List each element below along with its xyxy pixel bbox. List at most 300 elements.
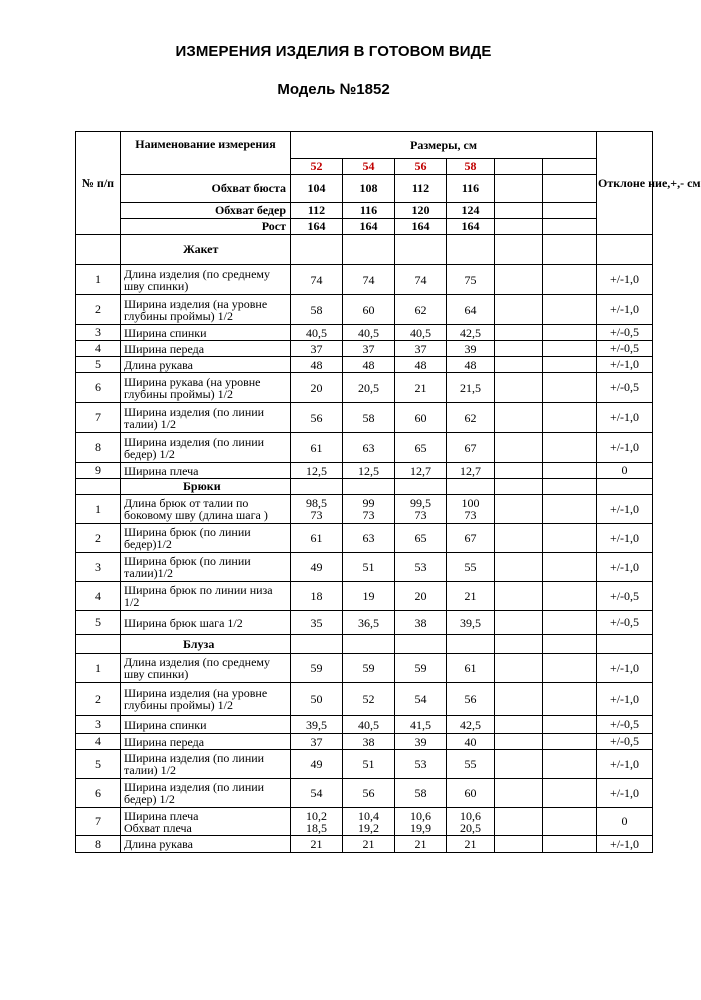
measurement-value: 56 — [464, 692, 477, 706]
size-measurement — [395, 750, 447, 779]
measurement-name-line: Ширина изделия (по линии талии) 1/2 — [124, 751, 265, 777]
measurement-value: 37 — [414, 341, 427, 356]
empty-cell — [543, 373, 597, 403]
size-measurement — [447, 683, 495, 716]
measurement-value: 63 — [362, 531, 375, 545]
deviation-value: +/-0,5 — [597, 373, 653, 403]
empty-cell — [495, 716, 543, 734]
size-measurement — [343, 654, 395, 683]
empty-cell — [543, 159, 597, 175]
measurement-value: 58 — [310, 302, 323, 317]
measurement-value: 40,5 — [358, 325, 379, 340]
empty-cell — [495, 479, 543, 495]
size-measurement — [291, 553, 343, 582]
measurement-value: 12,5 — [358, 463, 379, 478]
empty-cell — [495, 433, 543, 463]
deviation-value: +/-1,0 — [597, 524, 653, 553]
empty-cell — [543, 716, 597, 734]
empty-cell — [543, 295, 597, 325]
table-row — [76, 373, 653, 403]
size-measurement — [395, 403, 447, 433]
empty-cell — [543, 479, 597, 495]
empty-cell — [543, 433, 597, 463]
size-measurement — [343, 750, 395, 779]
empty-cell — [543, 219, 597, 235]
row-number: 6 — [76, 373, 121, 403]
empty-cell — [543, 683, 597, 716]
measurement-value: 21,5 — [460, 380, 481, 395]
size-measurement — [447, 734, 495, 750]
measurement-value: 49 — [310, 757, 323, 771]
table-row — [76, 265, 653, 295]
empty-cell — [495, 159, 543, 175]
empty-cell — [291, 479, 343, 495]
measurement-value: 21 — [362, 837, 375, 851]
measurement-value: 21 — [310, 837, 323, 851]
deviation-value: +/-0,5 — [597, 325, 653, 341]
empty-cell — [543, 836, 597, 853]
size-measurement — [343, 808, 395, 836]
size-measurement — [447, 433, 495, 463]
measurement-value: 12,7 — [460, 463, 481, 478]
size-measurement — [447, 463, 495, 479]
measurement-name-line: Ширина рукава (на уровне глубины проймы) 1/2 — [124, 374, 261, 401]
size-measurement — [291, 808, 343, 836]
empty-cell — [495, 463, 543, 479]
measurement-value: 60 — [414, 410, 427, 425]
header-name: Наименование измерения — [121, 132, 291, 175]
measurement-value: 38 — [362, 734, 375, 749]
empty-cell — [543, 553, 597, 582]
measurement-value: 39 — [464, 341, 477, 356]
size-measurement — [395, 654, 447, 683]
measurement-value: 48 — [464, 357, 477, 372]
size-measurement — [343, 836, 395, 853]
table-row — [76, 403, 653, 433]
empty-cell — [495, 654, 543, 683]
size-measurement — [447, 779, 495, 808]
empty-cell — [343, 235, 395, 265]
size-measurement — [343, 611, 395, 635]
measurement-value: 10,4 — [358, 808, 379, 823]
header-number: № п/п — [76, 132, 121, 235]
size-value: 52 — [291, 159, 343, 175]
measurement-value: 49 — [310, 560, 323, 574]
measurement-value: 21 — [414, 380, 427, 395]
empty-cell — [495, 611, 543, 635]
measurement-value: 99,5 — [410, 496, 431, 510]
header-deviation: Отклоне ние,+,- см — [597, 132, 653, 235]
measurement-name-line: Ширина брюк шага 1/2 — [124, 615, 243, 630]
measurement-value: 19,9 — [410, 820, 431, 835]
empty-cell — [495, 341, 543, 357]
size-measurement — [447, 716, 495, 734]
table-row — [76, 357, 653, 373]
size-measurement — [395, 611, 447, 635]
row-number: 8 — [76, 433, 121, 463]
empty-cell — [543, 611, 597, 635]
measurement-name — [121, 341, 291, 357]
param-value: 120 — [395, 203, 447, 219]
table-row — [76, 433, 653, 463]
row-number: 3 — [76, 325, 121, 341]
deviation-value: 0 — [597, 463, 653, 479]
size-measurement — [343, 524, 395, 553]
table-row — [76, 524, 653, 553]
empty-cell — [597, 235, 653, 265]
section-row — [76, 479, 653, 495]
param-label: Обхват бедер — [121, 203, 291, 219]
measurement-value: 35 — [310, 615, 323, 630]
empty-cell — [495, 779, 543, 808]
param-label: Рост — [121, 219, 291, 235]
size-measurement — [395, 779, 447, 808]
measurement-value: 48 — [310, 357, 323, 372]
measurement-name — [121, 734, 291, 750]
section-title: Брюки — [121, 479, 291, 495]
empty-cell — [495, 373, 543, 403]
measurement-value: 65 — [414, 531, 427, 545]
row-number: 7 — [76, 403, 121, 433]
row-number: 3 — [76, 553, 121, 582]
measurement-name-line: Ширина изделия (на уровне глубины проймы) 1/2 — [124, 296, 268, 323]
measurement-value: 61 — [464, 661, 477, 675]
empty-cell — [343, 635, 395, 654]
row-number: 4 — [76, 341, 121, 357]
measurement-value: 21 — [464, 589, 477, 603]
measurement-name-line: Ширина брюк по линии низа 1/2 — [124, 583, 273, 609]
measurement-name-line: Ширина брюк (по линии бедер)1/2 — [124, 525, 251, 551]
measurement-value: 37 — [310, 734, 323, 749]
measurement-value: 48 — [362, 357, 375, 372]
size-measurement — [343, 683, 395, 716]
measurement-value: 10,6 — [410, 808, 431, 823]
size-measurement — [447, 265, 495, 295]
size-measurement — [447, 750, 495, 779]
table-row — [76, 582, 653, 611]
measurement-value: 58 — [362, 410, 375, 425]
size-measurement — [447, 325, 495, 341]
measurement-value: 55 — [464, 560, 477, 574]
size-measurement — [395, 524, 447, 553]
measurement-value: 60 — [362, 302, 375, 317]
row-number: 7 — [76, 808, 121, 836]
measurement-name-line: Ширина спинки — [124, 325, 207, 340]
table-row — [76, 553, 653, 582]
empty-cell — [543, 495, 597, 524]
measurement-name — [121, 433, 291, 463]
measurement-name-line: Обхват плеча — [124, 820, 192, 835]
param-value: 124 — [447, 203, 495, 219]
empty-cell — [495, 219, 543, 235]
size-measurement — [395, 265, 447, 295]
size-measurement — [447, 295, 495, 325]
deviation-value: +/-1,0 — [597, 750, 653, 779]
empty-cell — [495, 203, 543, 219]
row-number: 5 — [76, 357, 121, 373]
measurement-value: 62 — [464, 410, 477, 425]
measurement-value: 98,5 — [306, 496, 327, 510]
size-measurement — [291, 836, 343, 853]
size-measurement — [343, 325, 395, 341]
section-title: Блуза — [121, 635, 291, 654]
size-measurement — [343, 779, 395, 808]
empty-cell — [291, 235, 343, 265]
size-measurement — [343, 265, 395, 295]
measurement-value: 39,5 — [306, 717, 327, 732]
empty-cell — [76, 235, 121, 265]
size-measurement — [291, 357, 343, 373]
measurement-value: 18 — [310, 589, 323, 603]
size-measurement — [291, 325, 343, 341]
measurement-value: 53 — [414, 757, 427, 771]
measurement-name — [121, 295, 291, 325]
size-measurement — [343, 463, 395, 479]
measurement-name — [121, 463, 291, 479]
measurement-name-line: Длина рукава — [124, 357, 193, 372]
measurement-name-line: Ширина изделия (на уровне глубины проймы) 1/2 — [124, 686, 268, 712]
measurement-value: 74 — [310, 272, 323, 287]
empty-cell — [543, 175, 597, 203]
empty-cell — [543, 403, 597, 433]
row-number: 1 — [76, 654, 121, 683]
empty-cell — [495, 235, 543, 265]
empty-cell — [543, 524, 597, 553]
size-measurement — [447, 524, 495, 553]
section-row — [76, 235, 653, 265]
empty-cell — [495, 553, 543, 582]
measurement-name — [121, 582, 291, 611]
measurement-name — [121, 325, 291, 341]
param-value: 112 — [395, 175, 447, 203]
empty-cell — [495, 175, 543, 203]
measurement-value: 42,5 — [460, 325, 481, 340]
measurement-name-line: Длина брюк от талии по боковому шву (длина шага ) — [124, 496, 268, 522]
table-row — [76, 750, 653, 779]
size-measurement — [291, 373, 343, 403]
measurement-value: 53 — [414, 560, 427, 574]
measurement-name — [121, 611, 291, 635]
document-title: ИЗМЕРЕНИЯ ИЗДЕЛИЯ В ГОТОВОМ ВИДЕ — [175, 43, 492, 60]
deviation-value: +/-0,5 — [597, 734, 653, 750]
deviation-value: +/-0,5 — [597, 611, 653, 635]
row-number: 1 — [76, 265, 121, 295]
measurement-value: 19 — [362, 589, 375, 603]
measurement-value: 39 — [414, 734, 427, 749]
section-title: Жакет — [121, 235, 291, 265]
measurement-value: 40 — [464, 734, 477, 749]
deviation-value: +/-1,0 — [597, 403, 653, 433]
param-value: 104 — [291, 175, 343, 203]
param-row — [76, 203, 653, 219]
empty-cell — [543, 203, 597, 219]
size-measurement — [291, 433, 343, 463]
measurement-value: 38 — [414, 615, 427, 630]
param-value: 164 — [447, 219, 495, 235]
measurement-name — [121, 373, 291, 403]
measurement-name-line: Ширина изделия (по линии бедер) 1/2 — [124, 434, 265, 461]
empty-cell — [495, 683, 543, 716]
size-measurement — [447, 341, 495, 357]
empty-cell — [343, 479, 395, 495]
size-measurement — [395, 325, 447, 341]
row-number: 1 — [76, 495, 121, 524]
deviation-value: +/-0,5 — [597, 716, 653, 734]
empty-cell — [597, 635, 653, 654]
empty-cell — [495, 836, 543, 853]
deviation-value: +/-1,0 — [597, 779, 653, 808]
size-measurement — [447, 808, 495, 836]
empty-cell — [495, 265, 543, 295]
size-measurement — [343, 582, 395, 611]
measurement-value: 61 — [310, 440, 323, 455]
size-value: 58 — [447, 159, 495, 175]
measurement-value: 20,5 — [460, 820, 481, 835]
model-number: Модель №1852 — [277, 81, 390, 98]
size-value: 56 — [395, 159, 447, 175]
size-measurement — [395, 341, 447, 357]
section-row — [76, 635, 653, 654]
deviation-value: +/-1,0 — [597, 295, 653, 325]
param-label: Обхват бюста — [121, 175, 291, 203]
empty-cell — [76, 479, 121, 495]
deviation-value: +/-1,0 — [597, 553, 653, 582]
empty-cell — [447, 235, 495, 265]
empty-cell — [495, 357, 543, 373]
size-measurement — [447, 836, 495, 853]
empty-cell — [495, 495, 543, 524]
param-value: 164 — [343, 219, 395, 235]
measurement-name — [121, 779, 291, 808]
deviation-value: +/-1,0 — [597, 357, 653, 373]
measurement-value: 51 — [362, 560, 375, 574]
measurement-value: 12,7 — [410, 463, 431, 478]
measurement-value: 59 — [310, 661, 323, 675]
measurement-name-line: Длина изделия (по среднему шву спинки) — [124, 655, 271, 681]
empty-cell — [495, 295, 543, 325]
measurement-name — [121, 357, 291, 373]
measurement-value: 40,5 — [306, 325, 327, 340]
size-measurement — [291, 654, 343, 683]
size-measurement — [291, 495, 343, 524]
measurement-value: 67 — [464, 440, 477, 455]
table-row — [76, 611, 653, 635]
empty-cell — [543, 325, 597, 341]
size-measurement — [343, 357, 395, 373]
size-measurement — [395, 734, 447, 750]
measurement-name-line: Ширина переда — [124, 341, 205, 356]
size-measurement — [395, 716, 447, 734]
empty-cell — [543, 779, 597, 808]
measurement-value: 21 — [464, 837, 477, 851]
measurement-value: 73 — [362, 508, 375, 522]
size-measurement — [291, 779, 343, 808]
measurement-value: 55 — [464, 757, 477, 771]
deviation-value: +/-1,0 — [597, 265, 653, 295]
measurement-name — [121, 716, 291, 734]
measurement-name — [121, 524, 291, 553]
measurement-value: 39,5 — [460, 615, 481, 630]
size-measurement — [395, 495, 447, 524]
measurements-table — [75, 131, 701, 853]
row-number: 8 — [76, 836, 121, 853]
row-number: 5 — [76, 611, 121, 635]
param-value: 116 — [447, 175, 495, 203]
size-measurement — [291, 341, 343, 357]
size-measurement — [291, 683, 343, 716]
size-measurement — [291, 750, 343, 779]
measurement-value: 67 — [464, 531, 477, 545]
measurement-value: 59 — [362, 661, 375, 675]
param-value: 164 — [291, 219, 343, 235]
measurement-value: 20 — [310, 380, 323, 395]
table-row — [76, 654, 653, 683]
empty-cell — [495, 582, 543, 611]
empty-cell — [495, 403, 543, 433]
size-measurement — [395, 808, 447, 836]
measurement-name — [121, 808, 291, 836]
measurement-name — [121, 495, 291, 524]
size-measurement — [343, 734, 395, 750]
empty-cell — [543, 635, 597, 654]
table-row — [76, 325, 653, 341]
measurement-value: 52 — [362, 692, 375, 706]
measurement-value: 42,5 — [460, 717, 481, 732]
measurement-value: 60 — [464, 786, 477, 800]
empty-cell — [543, 265, 597, 295]
measurement-value: 20 — [414, 589, 427, 603]
size-measurement — [395, 553, 447, 582]
size-measurement — [395, 683, 447, 716]
empty-cell — [395, 635, 447, 654]
measurement-value: 75 — [464, 272, 477, 287]
row-number: 2 — [76, 295, 121, 325]
row-number: 4 — [76, 734, 121, 750]
measurement-value: 10,2 — [306, 808, 327, 823]
size-measurement — [447, 553, 495, 582]
measurement-value: 51 — [362, 757, 375, 771]
measurement-name — [121, 750, 291, 779]
table-row — [76, 495, 653, 524]
deviation-value: 0 — [597, 808, 653, 836]
empty-cell — [76, 635, 121, 654]
measurement-value: 62 — [414, 302, 427, 317]
param-row — [76, 175, 653, 203]
size-measurement — [291, 716, 343, 734]
measurement-name-line: Ширина брюк (по линии талии)1/2 — [124, 554, 251, 580]
deviation-value: +/-1,0 — [597, 433, 653, 463]
empty-cell — [395, 235, 447, 265]
measurement-name-line: Ширина изделия (по линии талии) 1/2 — [124, 404, 265, 431]
deviation-value: +/-1,0 — [597, 683, 653, 716]
row-number: 2 — [76, 683, 121, 716]
measurement-value: 59 — [414, 661, 427, 675]
header-sizes: Размеры, см — [291, 132, 597, 159]
measurement-value: 12,5 — [306, 463, 327, 478]
empty-cell — [291, 635, 343, 654]
table-row — [76, 683, 653, 716]
measurement-value: 40,5 — [410, 325, 431, 340]
empty-cell — [543, 357, 597, 373]
size-measurement — [343, 341, 395, 357]
measurement-value: 99 — [362, 496, 375, 510]
size-measurement — [395, 357, 447, 373]
measurement-value: 36,5 — [358, 615, 379, 630]
table-row — [76, 779, 653, 808]
deviation-value: +/-1,0 — [597, 654, 653, 683]
table-row — [76, 463, 653, 479]
measurement-name-line: Ширина плеча — [124, 808, 199, 823]
